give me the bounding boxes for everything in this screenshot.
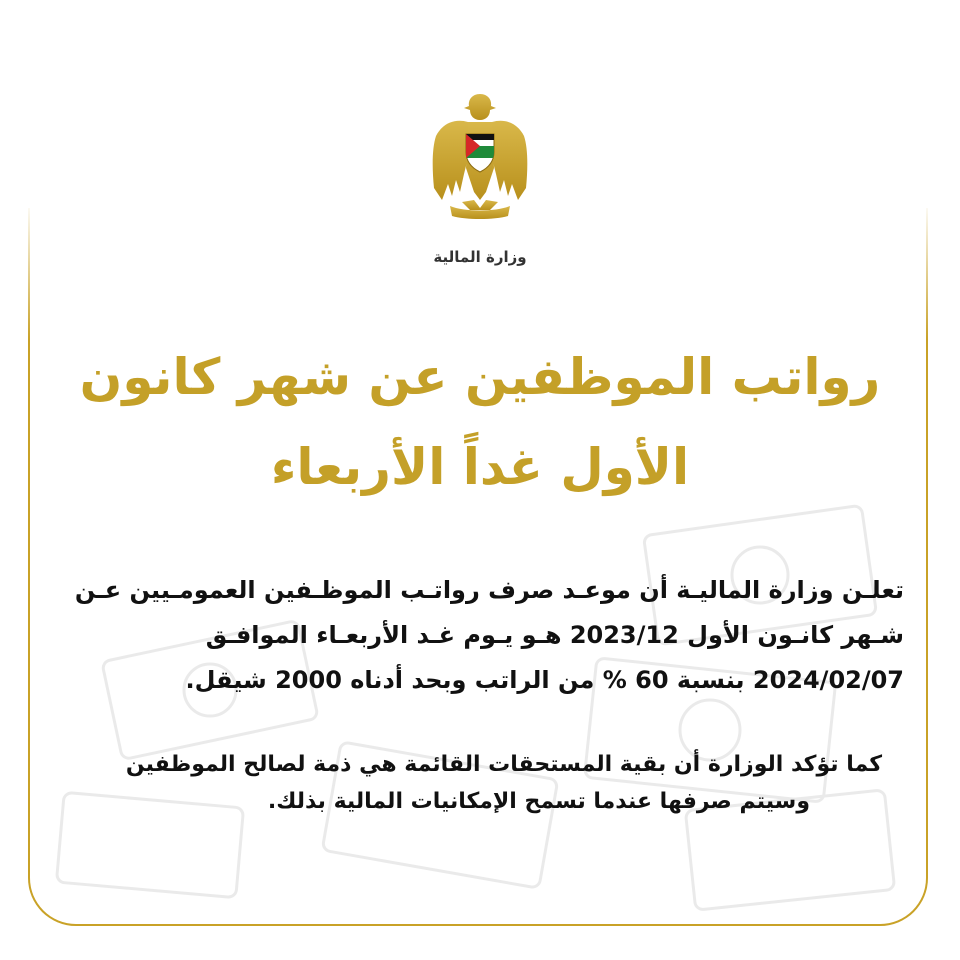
palestine-eagle-emblem-icon <box>428 88 532 228</box>
note-line: كما تؤكد الوزارة أن بقية المستحقات القائمة هي ذمة لصالح الموظفين <box>125 752 882 777</box>
headline-line-2: الأول غداً الأربعاء <box>270 438 690 496</box>
frame-fade-left <box>26 200 32 340</box>
announcement-line: شـهر كانـون الأول 2023/12 هـو يـوم غـد الأربعـاء الموافـق <box>205 621 904 649</box>
frame-fade-right <box>924 200 930 340</box>
announcement-line: تعلـن وزارة الماليـة أن موعـد صرف رواتـب الموظـفين العمومـيين عـن <box>74 576 904 604</box>
banknotes-watermark-icon <box>30 500 926 920</box>
announcement-line: 2024/02/07 بنسبة 60 % من الراتب وبحد أدناه 2000 شيقل. <box>185 666 904 694</box>
note-line: وسيتم صرفها عندما تسمح الإمكانيات المالية بذلك. <box>267 789 810 814</box>
ministry-name: وزارة المالية <box>433 248 527 266</box>
headline-line-1: رواتب الموظفين عن شهر كانون <box>79 348 881 406</box>
